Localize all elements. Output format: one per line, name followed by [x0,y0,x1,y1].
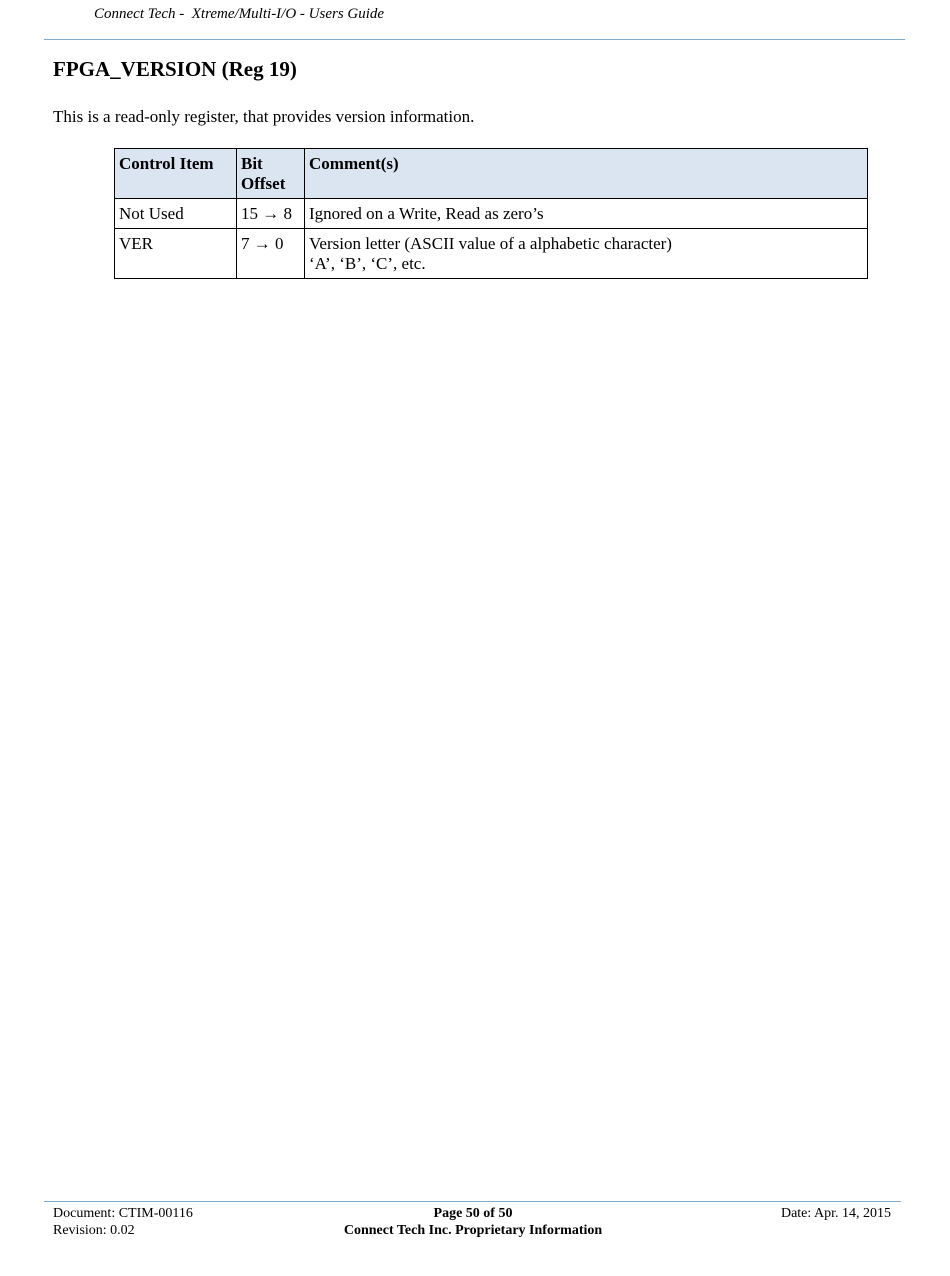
footer-date: Date: Apr. 14, 2015 [780,1206,891,1221]
table-header-row [115,149,868,199]
column-header-comments: Comment(s) [305,149,868,199]
footer-document-id: Document: CTIM-00116 [53,1206,193,1221]
column-header-control-item: Control Item [115,149,237,199]
cell-comment-line1: Version letter (ASCII value of a alphabetic character) [309,234,672,253]
column-header-bit-offset [237,149,305,199]
register-table [114,148,868,279]
cell-bit-offset: 15 → 8 [237,199,305,229]
footer-divider [44,1201,901,1202]
cell-control-item: VER [115,229,237,279]
header-divider [44,39,905,40]
cell-comment-line2: ‘A’, ‘B’, ‘C’, etc. [309,254,426,273]
cell-comment [305,199,868,229]
running-header: Connect Tech - Xtreme/Multi-I/O - Users Guide [94,6,385,22]
footer-proprietary-notice: Connect Tech Inc. Proprietary Information [343,1223,603,1238]
footer-revision: Revision: 0.02 [53,1223,135,1238]
section-title: FPGA_VERSION (Reg 19) [53,57,297,81]
table-row [115,229,868,279]
cell-comment [305,229,868,279]
footer-page-number: Page 50 of 50 [433,1206,513,1221]
table-row [115,199,868,229]
intro-paragraph: This is a read-only register, that provides version information. [53,107,475,126]
column-header-bit-offset-line1: Bit [241,154,263,173]
cell-comment-line1: Ignored on a Write, Read as zero’s [309,204,544,223]
footer-right [781,1205,891,1222]
cell-control-item: Not Used [115,199,237,229]
column-header-bit-offset-line2: Offset [241,174,286,193]
cell-bit-offset: 7 → 0 [237,229,305,279]
